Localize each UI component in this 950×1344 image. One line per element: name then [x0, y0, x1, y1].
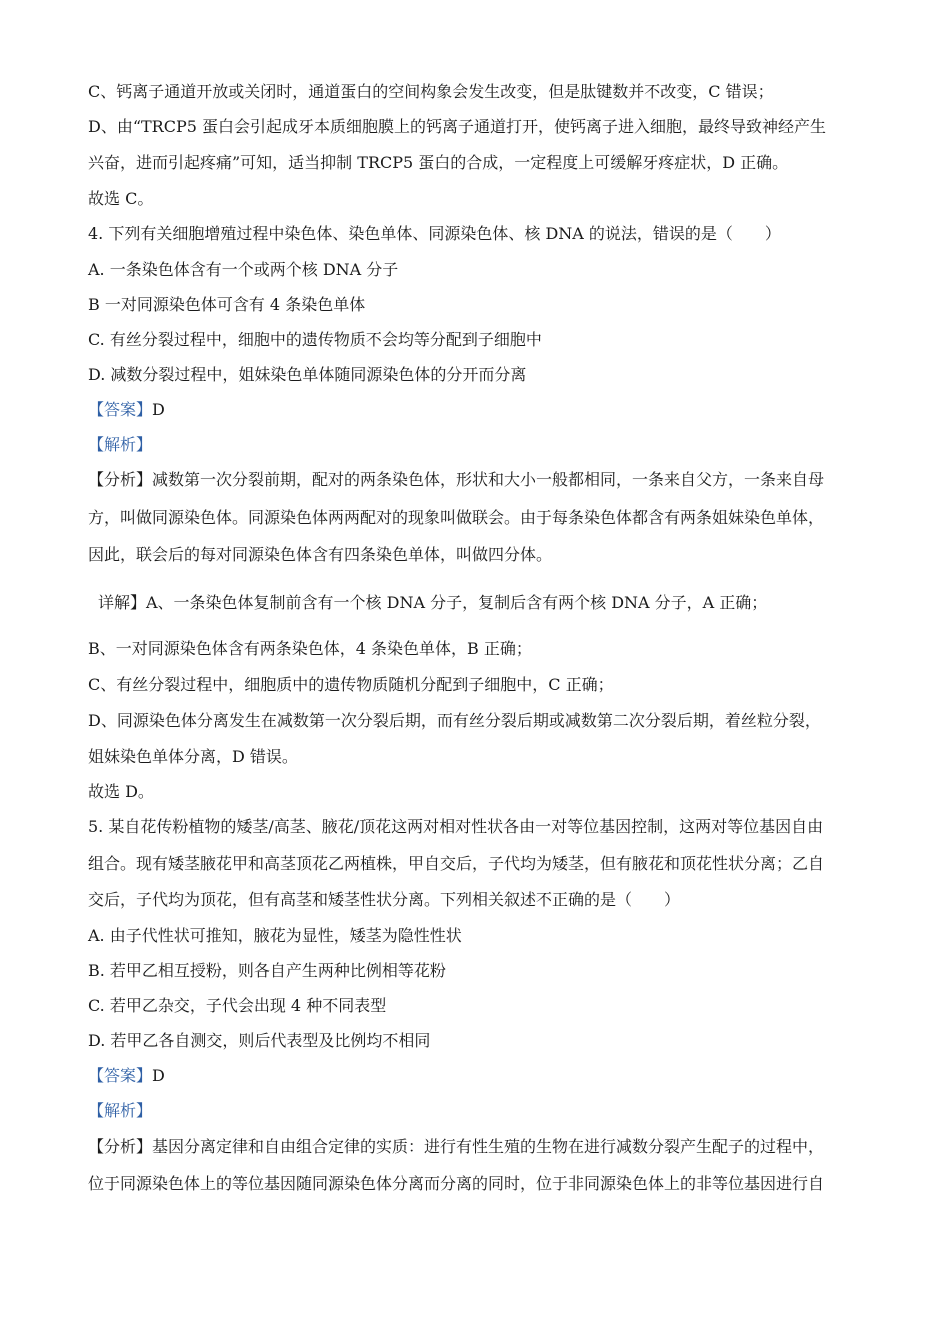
option-c: C. 若甲乙杂交，子代会出现 4 种不同表型	[88, 996, 387, 1015]
option-b: B 一对同源染色体可含有 4 条染色单体	[88, 295, 366, 314]
answer-line	[88, 399, 868, 421]
text-line: 【分析】减数第一次分裂前期，配对的两条染色体，形状和大小一般都相同，一条来自父方，一条来自母	[88, 470, 825, 489]
option-a: A. 一条染色体含有一个或两个核 DNA 分子	[88, 260, 399, 279]
text-line: 故选 D。	[88, 782, 154, 801]
text-line: C、有丝分裂过程中，细胞质中的遗传物质随机分配到子细胞中，C 正确；	[88, 675, 614, 694]
answer-value: D	[152, 1066, 165, 1085]
option-c: C. 有丝分裂过程中，细胞中的遗传物质不会均等分配到子细胞中	[88, 330, 542, 349]
analysis-heading	[88, 1100, 868, 1122]
answer-line	[88, 1065, 868, 1087]
text-line: 因此，联会后的每对同源染色体含有四条染色单体，叫做四分体。	[88, 545, 553, 564]
analysis-tag: 【解析】	[88, 435, 153, 454]
answer-value: D	[152, 400, 165, 419]
question-stem: 交后，子代均为顶花，但有高茎和矮茎性状分离。下列相关叙述不正确的是（ ）	[88, 890, 681, 909]
question-stem: 4. 下列有关细胞增殖过程中染色体、染色单体、同源染色体、核 DNA 的说法，错误的是（ ）	[88, 224, 781, 243]
answer-tag: 【答案】	[88, 400, 153, 419]
text-line: D、同源染色体分离发生在减数第一次分裂后期，而有丝分裂后期或减数第二次分裂后期，着丝粒分裂，	[88, 711, 821, 730]
answer-tag: 【答案】	[88, 1066, 153, 1085]
analysis-tag: 【解析】	[88, 1101, 153, 1120]
text-line: 方，叫做同源染色体。同源染色体两两配对的现象叫做联会。由于每条染色体都含有两条姐妹染色单体，	[88, 508, 825, 527]
text-line: B、一对同源染色体含有两条染色体，4 条染色单体，B 正确；	[88, 639, 532, 658]
text-line: 【分析】基因分离定律和自由组合定律的实质：进行有性生殖的生物在进行减数分裂产生配子的过程中，	[88, 1137, 825, 1156]
option-d: D. 减数分裂过程中，姐妹染色单体随同源染色体的分开而分离	[88, 365, 527, 384]
question-stem: 5. 某自花传粉植物的矮茎/高茎、腋花/顶花这两对相对性状各由一对等位基因控制，这两对等位基因自由	[88, 817, 824, 836]
option-b: B. 若甲乙相互授粉，则各自产生两种比例相等花粉	[88, 961, 446, 980]
question-stem: 组合。现有矮茎腋花甲和高茎顶花乙两植株，甲自交后，子代均为矮茎，但有腋花和顶花性状分离；乙自	[88, 854, 825, 873]
text-line: 位于同源染色体上的等位基因随同源染色体分离而分离的同时，位于非同源染色体上的非等位基因进行自	[88, 1174, 825, 1193]
option-d: D. 若甲乙各自测交，则后代表型及比例均不相同	[88, 1031, 431, 1050]
analysis-heading	[88, 434, 868, 456]
text-line: C、钙离子通道开放或关闭时，通道蛋白的空间构象会发生改变，但是肽键数并不改变，C 错误；	[88, 82, 774, 101]
text-line: 故选 C。	[88, 189, 154, 208]
text-line: 详解】A、一条染色体复制前含有一个核 DNA 分子，复制后含有两个核 DNA 分子，A 正确；	[98, 593, 768, 612]
text-line: 姐妹染色单体分离，D 错误。	[88, 747, 298, 766]
text-line: D、由“TRCP5 蛋白会引起成牙本质细胞膜上的钙离子通道打开，使钙离子进入细胞，最终导致神经产生	[88, 117, 827, 136]
text-line: 兴奋，进而引起疼痛”可知，适当抑制 TRCP5 蛋白的合成，一定程度上可缓解牙疼症状，D 正确。	[88, 153, 789, 172]
option-a: A. 由子代性状可推知，腋花为显性，矮茎为隐性性状	[88, 926, 462, 945]
